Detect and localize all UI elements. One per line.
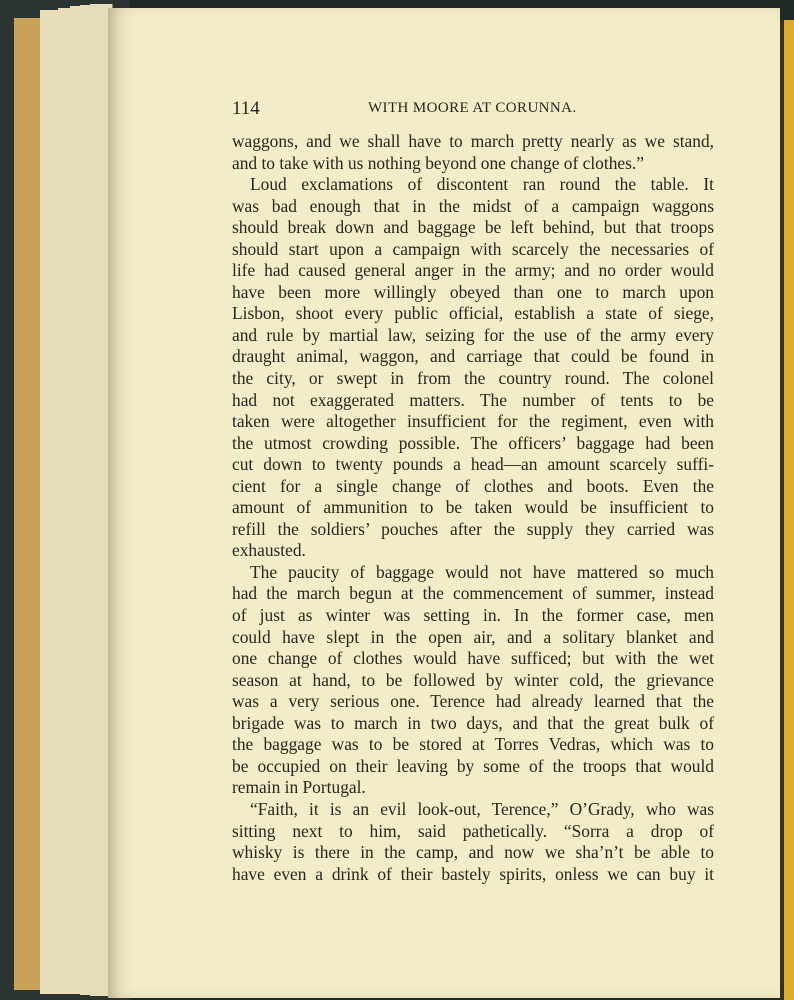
- text-line: taken were altogether insufficient for the regiment, even with: [232, 411, 714, 432]
- text-line: and rule by martial law, seizing for the use of the army every: [232, 324, 714, 345]
- text-line: brigade was to march in two days, and that the great bulk of: [232, 712, 714, 733]
- text-line: Lisbon, shoot every public official, establish a state of siege,: [232, 303, 714, 324]
- text-line: The paucity of baggage would not have mattered so much: [250, 561, 714, 582]
- page-number: 114: [232, 98, 260, 119]
- text-line: Loud exclamations of discontent ran round the table. It: [250, 174, 714, 195]
- text-line: one change of clothes would have sufficed; but with the wet: [232, 648, 714, 669]
- book-cover-edge: [780, 20, 794, 1000]
- text-line: was bad enough that in the midst of a campaign waggons: [232, 195, 714, 216]
- text-line: draught animal, waggon, and carriage that could be found in: [232, 346, 714, 367]
- text-line: waggons, and we shall have to march pretty nearly as we stand,: [232, 131, 714, 151]
- text-line: cut down to twenty pounds a head—an amount scarcely suffi-: [232, 454, 714, 475]
- text-line: remain in Portugal.: [232, 777, 366, 798]
- text-line: had the march begun at the commencement of summer, instead: [232, 583, 714, 604]
- text-line: whisky is there in the camp, and now we sha’n’t be able to: [232, 842, 714, 863]
- text-line: have even a drink of their bastely spirits, onless we can buy it: [232, 863, 714, 884]
- body-text: [232, 131, 714, 885]
- text-line: “Faith, it is an evil look-out, Terence,” O’Grady, who was: [250, 798, 714, 819]
- text-line: should break down and baggage be left behind, but that troops: [232, 217, 714, 238]
- text-line: season at hand, to be followed by winter cold, the grievance: [232, 669, 714, 690]
- text-line: the utmost crowding possible. The officers’ baggage had been: [232, 432, 714, 453]
- text-line: have been more willingly obeyed than one to march upon: [232, 281, 714, 302]
- text-line: could have slept in the open air, and a solitary blanket and: [232, 626, 714, 647]
- text-line: be occupied on their leaving by some of the troops that would: [232, 755, 714, 776]
- text-line: of just as winter was setting in. In the former case, men: [232, 605, 714, 626]
- text-line: refill the soldiers’ pouches after the supply they carried was: [232, 518, 714, 539]
- text-line: had not exaggerated matters. The number of tents to be: [232, 389, 714, 410]
- text-line: life had caused general anger in the army; and no order would: [232, 260, 714, 281]
- text-line: was a very serious one. Terence had already learned that the: [232, 691, 714, 712]
- text-line: the city, or swept in from the country round. The colonel: [232, 368, 714, 389]
- page-header: [232, 98, 712, 120]
- text-line: amount of ammunition to be taken would be insufficient to: [232, 497, 714, 518]
- text-line: cient for a single change of clothes and boots. Even the: [232, 475, 714, 496]
- text-line: and to take with us nothing beyond one change of clothes.”: [232, 152, 644, 173]
- running-head: WITH MOORE AT CORUNNA.: [368, 100, 577, 116]
- text-line: should start upon a campaign with scarcely the necessaries of: [232, 238, 714, 259]
- text-line: sitting next to him, said pathetically. “Sorra a drop of: [232, 820, 714, 841]
- text-line: the baggage was to be stored at Torres Vedras, which was to: [232, 734, 714, 755]
- text-line: exhausted.: [232, 540, 306, 561]
